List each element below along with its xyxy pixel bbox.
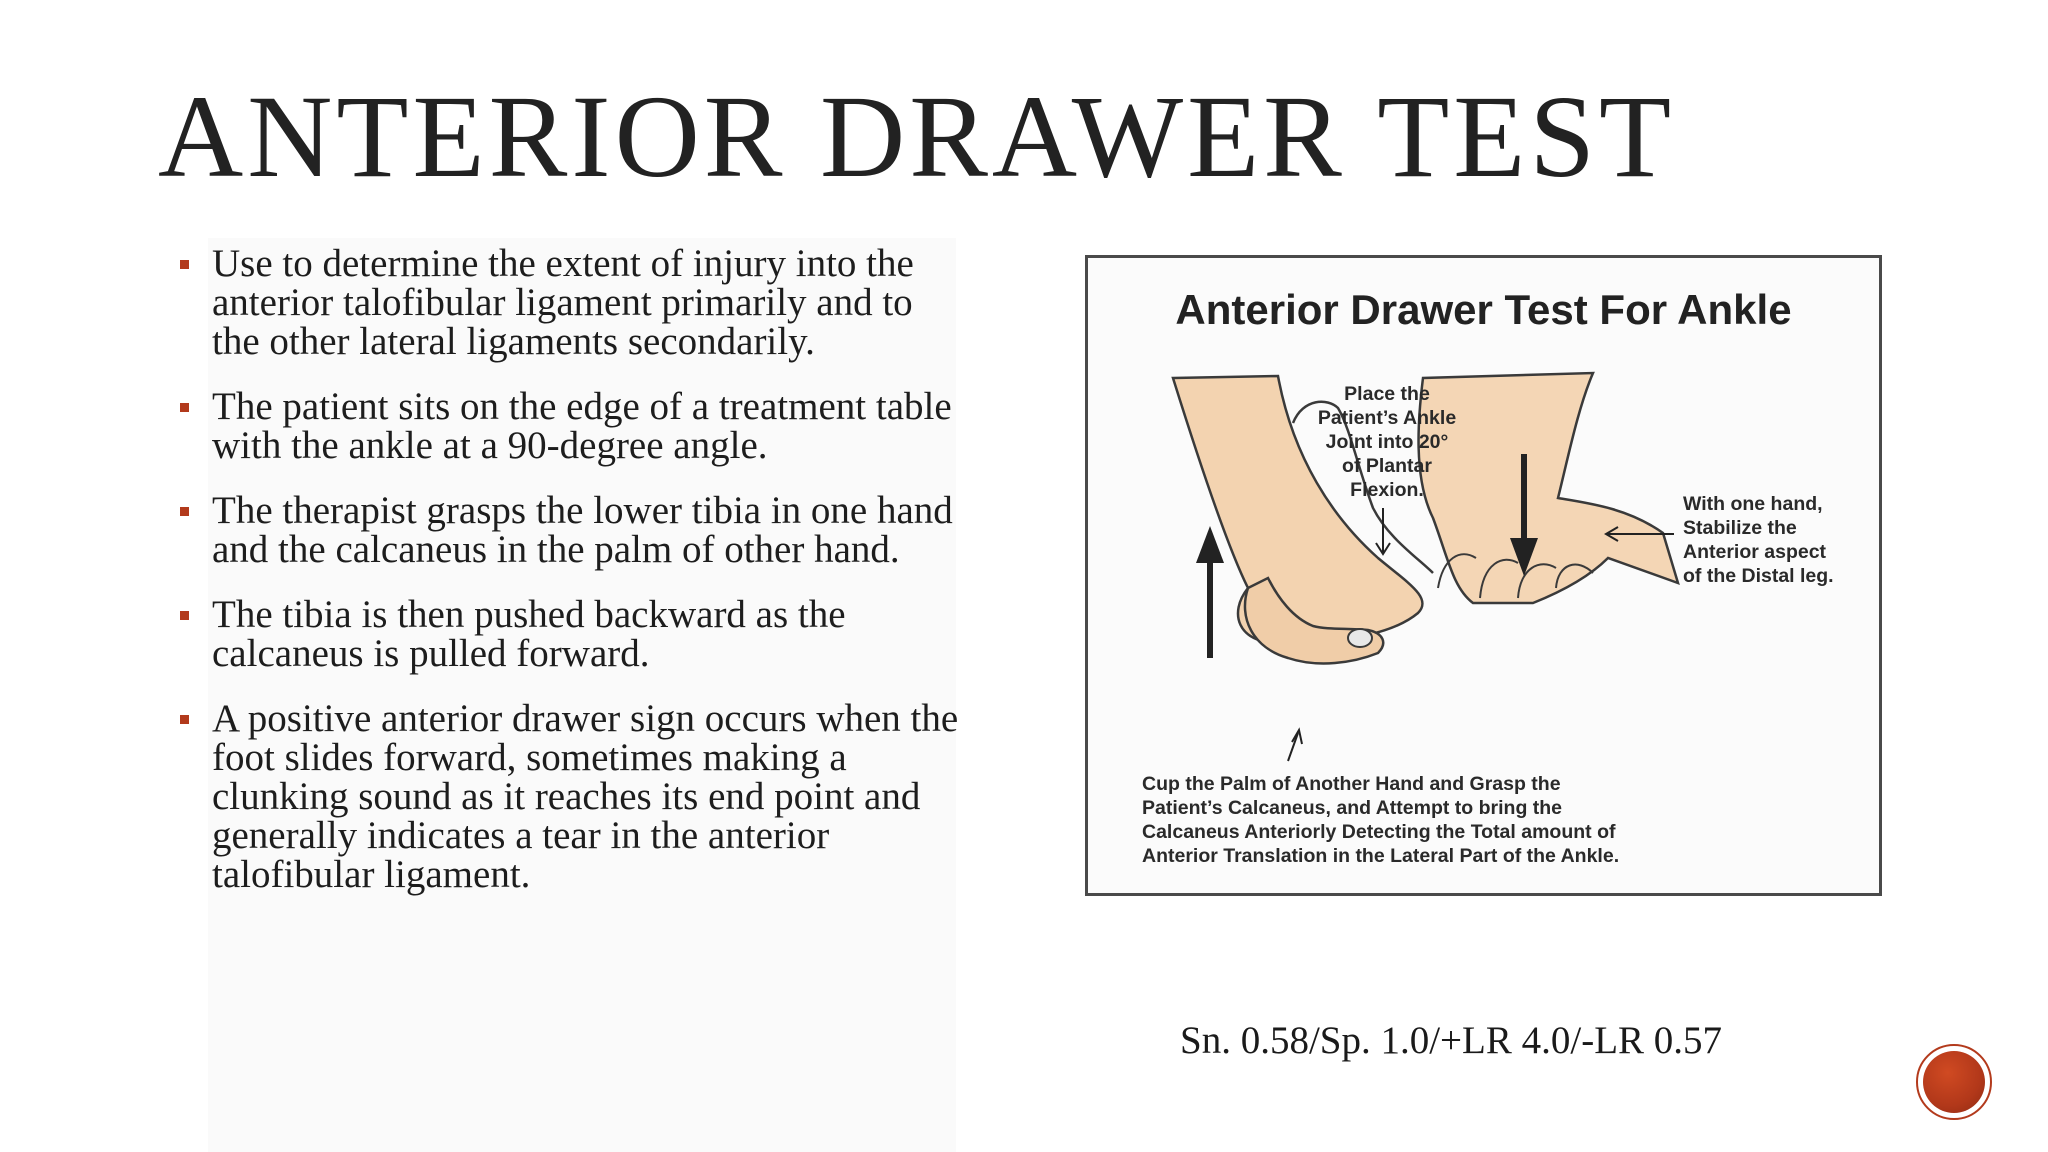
bullet-marker-icon [180, 507, 189, 516]
next-slide-button[interactable] [1916, 1044, 1992, 1120]
diagnostic-statistics: Sn. 0.58/Sp. 1.0/+LR 4.0/-LR 0.57 [1180, 1019, 1723, 1062]
bullet-item [176, 387, 966, 465]
pointer-line [1288, 733, 1298, 761]
bullet-marker-icon [180, 260, 189, 269]
bullet-text: The tibia is then pushed backward as the calcaneus is pulled forward. [212, 593, 846, 675]
bullet-marker-icon [180, 403, 189, 412]
bullet-marker-icon [180, 715, 189, 724]
nav-circle-icon [1923, 1051, 1985, 1113]
figure-title: Anterior Drawer Test For Ankle [1175, 286, 1792, 333]
ankle-test-figure [1085, 255, 1882, 896]
bullet-text: The therapist grasps the lower tibia in one hand and the calcaneus in the palm of other hand. [212, 489, 953, 571]
slide-title: ANTERIOR DRAWER TEST [158, 71, 1676, 202]
stabilize-note: With one hand, Stabilize the Anterior aspect of the Distal leg. [1683, 493, 1834, 587]
bullet-item [176, 244, 966, 361]
thumb-nail-icon [1348, 629, 1372, 647]
bullet-text: Use to determine the extent of injury into the anterior talofibular ligament primarily and to the other lateral ligaments secondarily. [212, 242, 914, 363]
bullet-item [176, 595, 966, 673]
plantar-flexion-note: Place the Patient’s Ankle Joint into 20° of Plantar Flexion. [1317, 383, 1457, 501]
up-arrow-icon [1196, 526, 1224, 563]
cup-palm-note: Cup the Palm of Another Hand and Grasp the Patient’s Calcaneus, and Attempt to bring the Calcaneus Anteriorly Detecting the Total amount of Anterior Translation in the Lateral Part of the Ankle. [1142, 773, 1620, 867]
bullet-text: The patient sits on the edge of a treatment table with the ankle at a 90-degree angle. [212, 385, 952, 467]
bullet-item [176, 699, 966, 894]
bullet-list [176, 244, 966, 920]
bullet-marker-icon [180, 611, 189, 620]
bullet-item [176, 491, 966, 569]
bullet-text: A positive anterior drawer sign occurs when the foot slides forward, sometimes making a clunking sound as it reaches its end point and generally indicates a tear in the anterior talofibular ligament. [212, 697, 959, 896]
